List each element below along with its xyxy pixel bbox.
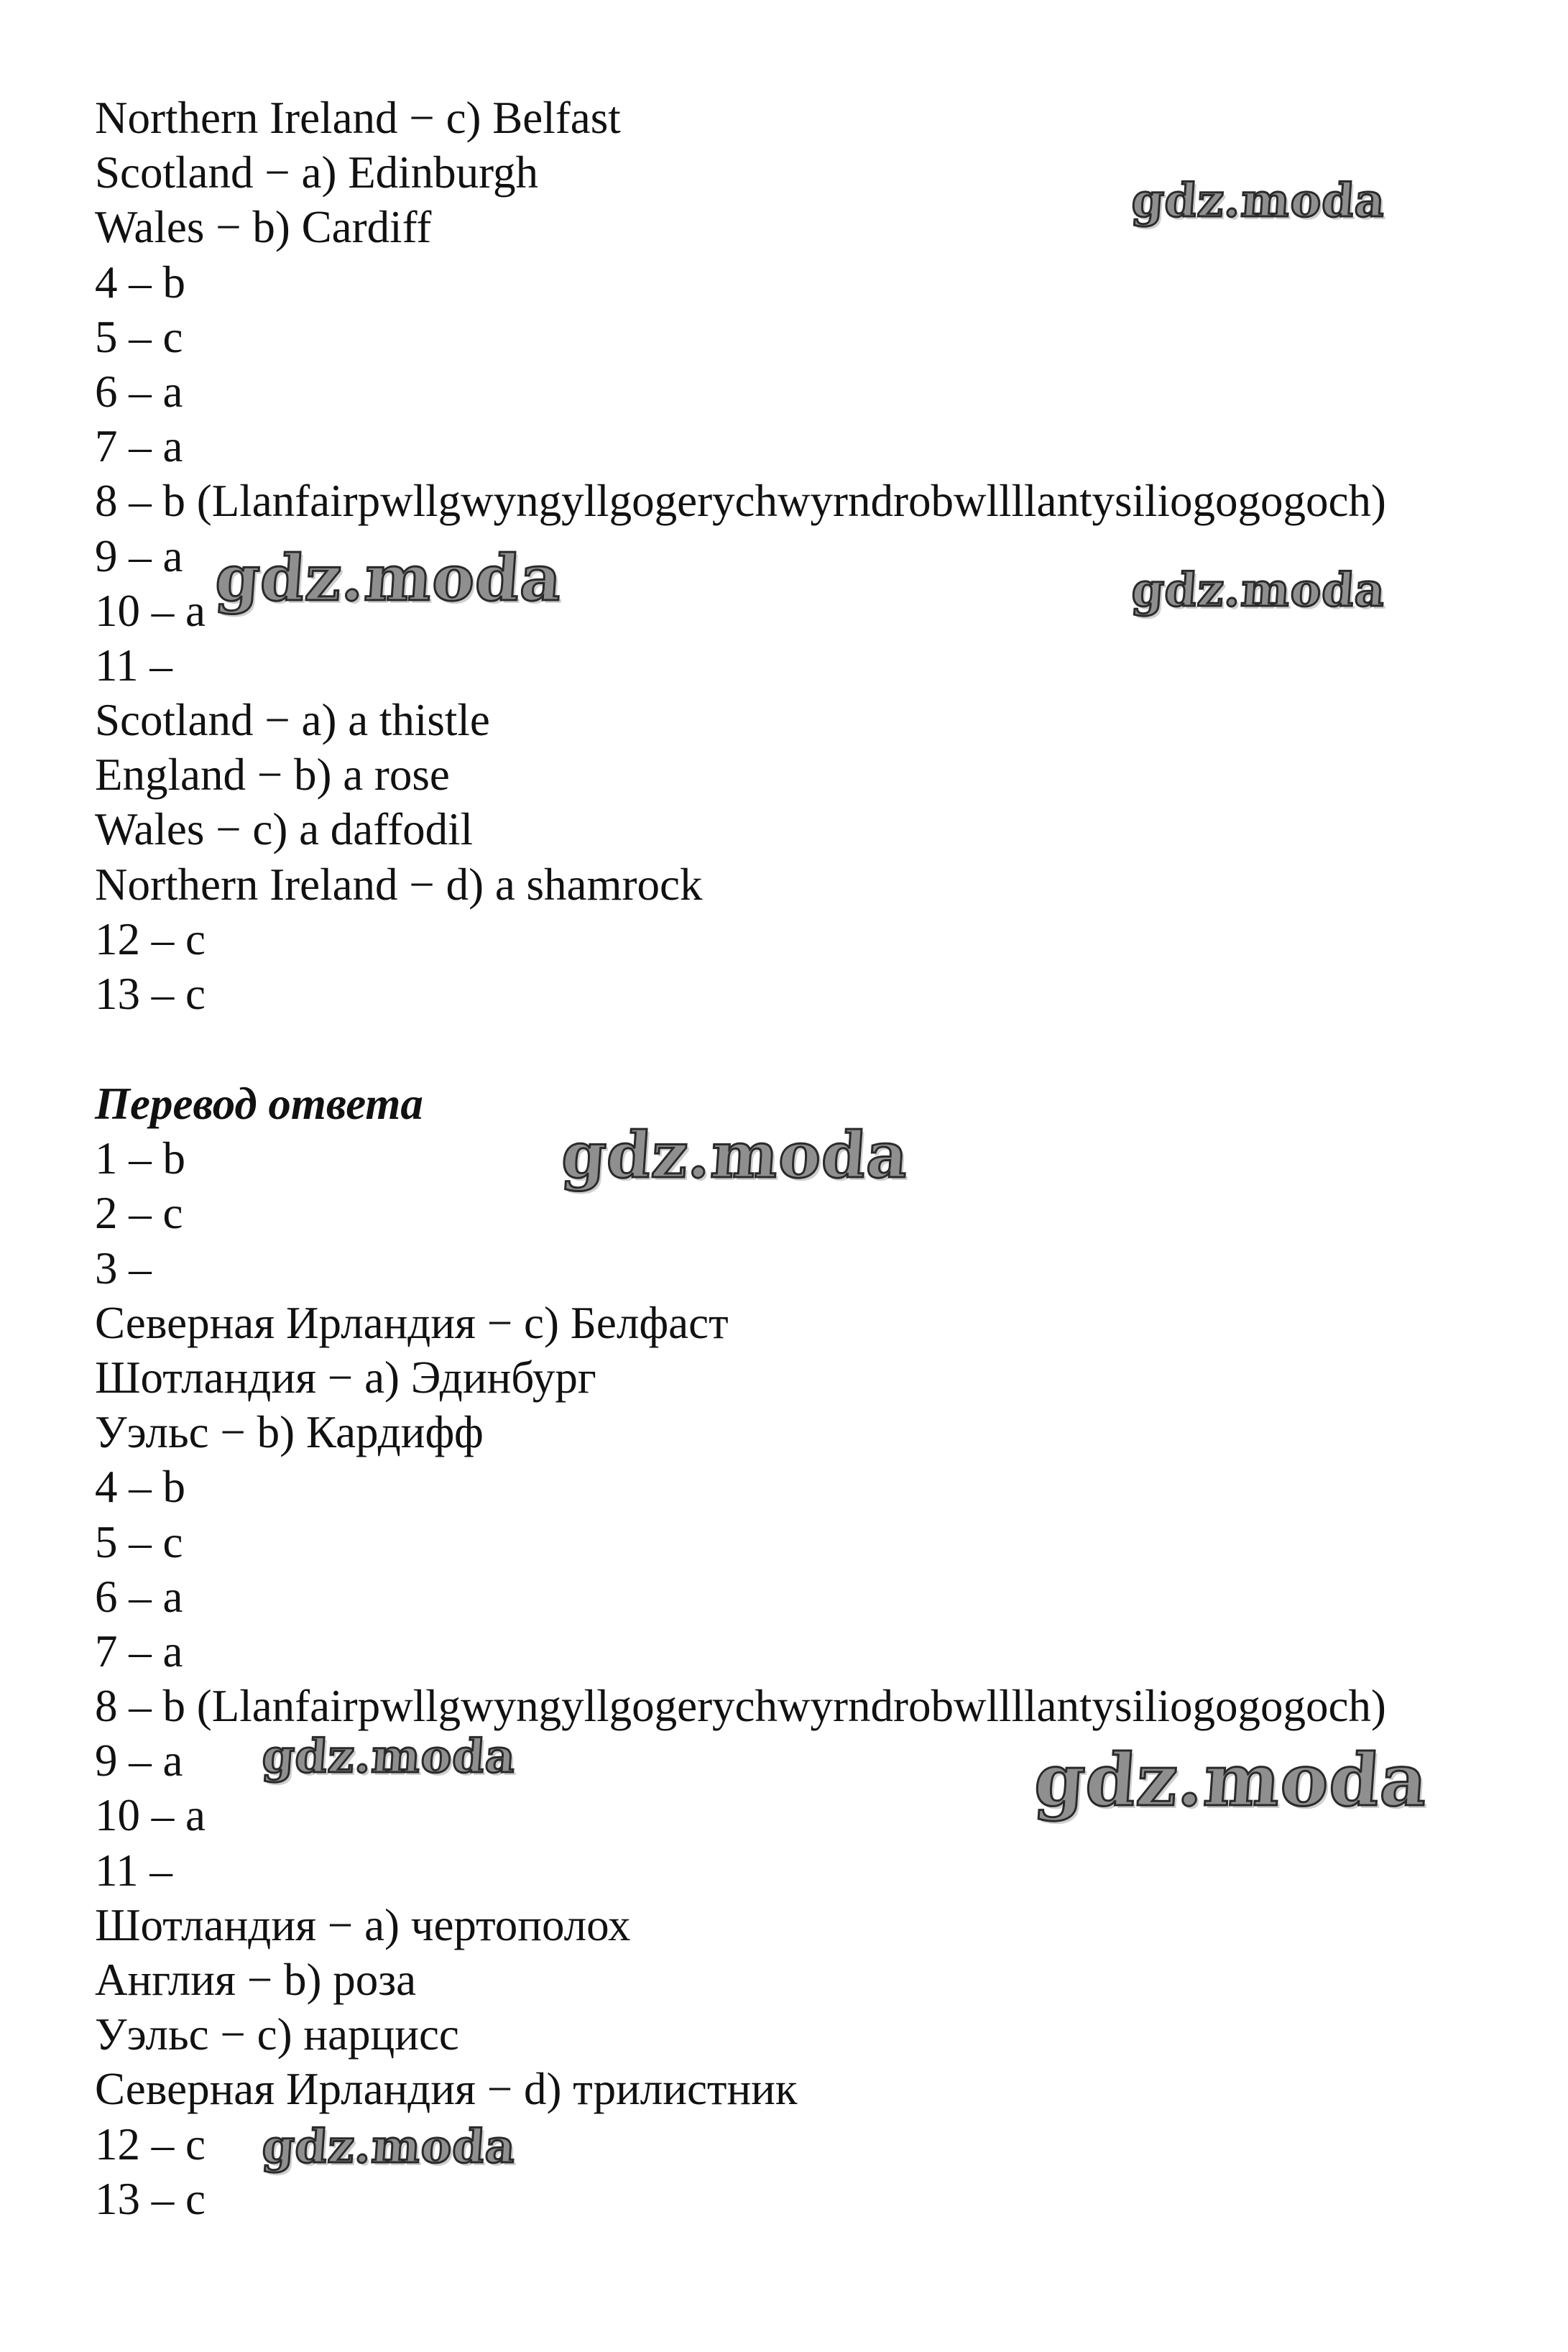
translation-line: 3 – [95,1242,152,1293]
answer-line: 13 – c [95,969,206,1019]
translation-line: Уэльс − b) Кардифф [95,1407,484,1458]
answer-line: Scotland − a) a thistle [95,695,490,746]
translation-line: 11 – [95,1845,172,1896]
translation-line: 6 – a [95,1571,183,1622]
answer-line: 10 – a [95,585,206,636]
answer-line: England − b) a rose [95,750,450,801]
watermark: gdz.moda [559,1117,911,1192]
translation-line: 4 – b [95,1462,185,1513]
answer-line: 4 – b [95,257,185,308]
translation-line: 9 – a [95,1735,183,1786]
answer-line: 8 – b (Llanfairpwllgwyngyllgogerychwyrndrobwllllantysiliogogogoch) [95,476,1386,527]
translation-line: 5 – c [95,1516,183,1567]
translation-line: 7 – a [95,1625,183,1677]
answer-line: 7 – a [95,421,183,472]
answer-line: 5 – c [95,311,183,362]
answer-line: Northern Ireland − c) Belfast [95,93,621,143]
translation-line: Шотландия − a) чертополох [95,1899,631,1950]
watermark: gdz.moda [1031,1738,1431,1822]
translation-line: 1 – b [95,1133,185,1184]
translation-section [95,1076,1386,2226]
answer-line: 11 – [95,640,172,691]
answer-line: Wales − b) Cardiff [95,202,432,253]
answer-line: Wales − c) a daffodil [95,804,474,855]
watermark: gdz.moda [213,540,565,615]
translation-line: 13 – c [95,2173,206,2224]
translation-line: Шотландия − a) Эдинбург [95,1352,596,1403]
watermark: gdz.moda [260,1730,518,1784]
answer-line: 9 – a [95,530,183,581]
translation-line: 12 – c [95,2118,206,2169]
translation-line: Уэльс − c) нарцисс [95,2009,459,2060]
translation-line: 10 – a [95,1790,206,1841]
answer-line: 12 – c [95,913,206,964]
translation-heading: Перевод ответа [95,1079,423,1129]
answer-line: 6 – a [95,366,183,417]
watermark: gdz.moda [1130,174,1388,228]
answer-line: Northern Ireland − d) a shamrock [95,859,703,910]
translation-line: Северная Ирландия − c) Белфаст [95,1297,729,1348]
translation-line: Северная Ирландия − d) трилистник [95,2064,798,2115]
watermark: gdz.moda [1130,563,1388,617]
answer-line: Scotland − a) Edinburgh [95,147,539,198]
translation-line: 8 – b (Llanfairpwllgwyngyllgogerychwyrndrobwllllantysiliogogogoch) [95,1681,1386,1732]
translation-line: Англия − b) роза [95,1955,417,2005]
watermark: gdz.moda [260,2120,518,2174]
translation-line: 2 – c [95,1188,183,1239]
